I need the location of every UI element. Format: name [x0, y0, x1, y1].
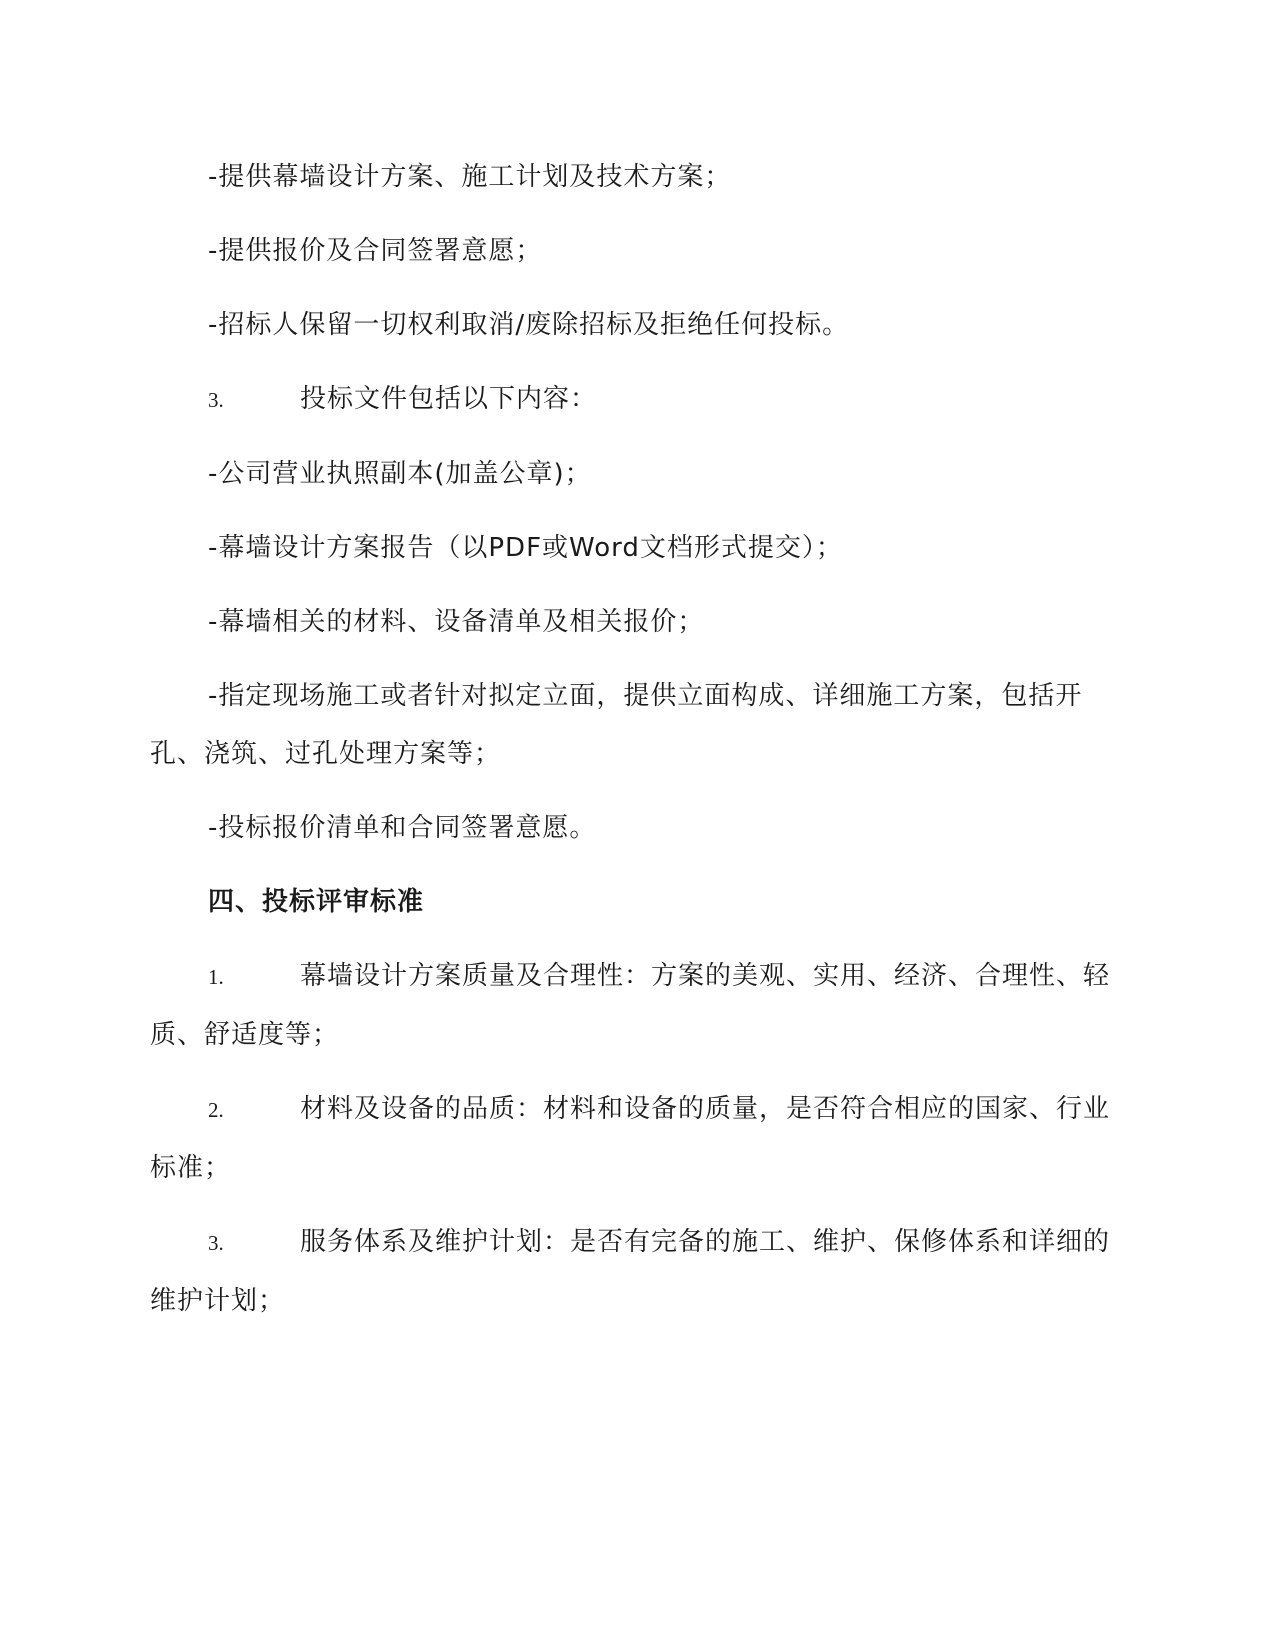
dash-item-construction-plan: -指定现场施工或者针对拟定立面，提供立面构成、详细施工方案，包括开孔、浇筑、过孔处理方案等； — [150, 681, 1083, 769]
dash-item-business-license: -公司营业执照副本(加盖公章)； — [208, 459, 592, 489]
item-text: 幕墙设计方案质量及合理性：方案的美观、实用、经济、合理性、轻质、舒适度等； — [150, 961, 1111, 1050]
numbered-item-service-system — [150, 1213, 1110, 1330]
dash-item-reserved-rights: -招标人保留一切权利取消/废除招标及拒绝任何投标。 — [208, 310, 850, 340]
section-heading: 四、投标评审标准 — [208, 887, 425, 917]
dash-item-design-plan: -提供幕墙设计方案、施工计划及技术方案； — [208, 162, 732, 192]
numbered-item-material-quality — [150, 1080, 1110, 1197]
dash-item-price-list: -投标报价清单和合同签署意愿。 — [208, 813, 597, 843]
numbered-item-design-quality — [150, 947, 1110, 1064]
dash-item-quotation: -提供报价及合同签署意愿； — [208, 236, 543, 266]
item-number: 3. — [208, 1231, 224, 1255]
item-text: 服务体系及维护计划：是否有完备的施工、维护、保修体系和详细的维护计划； — [150, 1227, 1111, 1316]
dash-item-materials-list: -幕墙相关的材料、设备清单及相关报价； — [208, 607, 705, 637]
item-text: 材料及设备的品质：材料和设备的质量，是否符合相应的国家、行业标准； — [150, 1094, 1111, 1183]
item-number: 3. — [208, 388, 224, 412]
dash-item-design-report: -幕墙设计方案报告（以PDF或Word文档形式提交）； — [208, 533, 843, 563]
item-number: 1. — [208, 965, 224, 989]
item-text: 投标文件包括以下内容： — [300, 384, 598, 414]
item-number: 2. — [208, 1098, 224, 1122]
document-body — [150, 148, 1110, 1346]
numbered-item-bid-contents — [150, 370, 1110, 429]
